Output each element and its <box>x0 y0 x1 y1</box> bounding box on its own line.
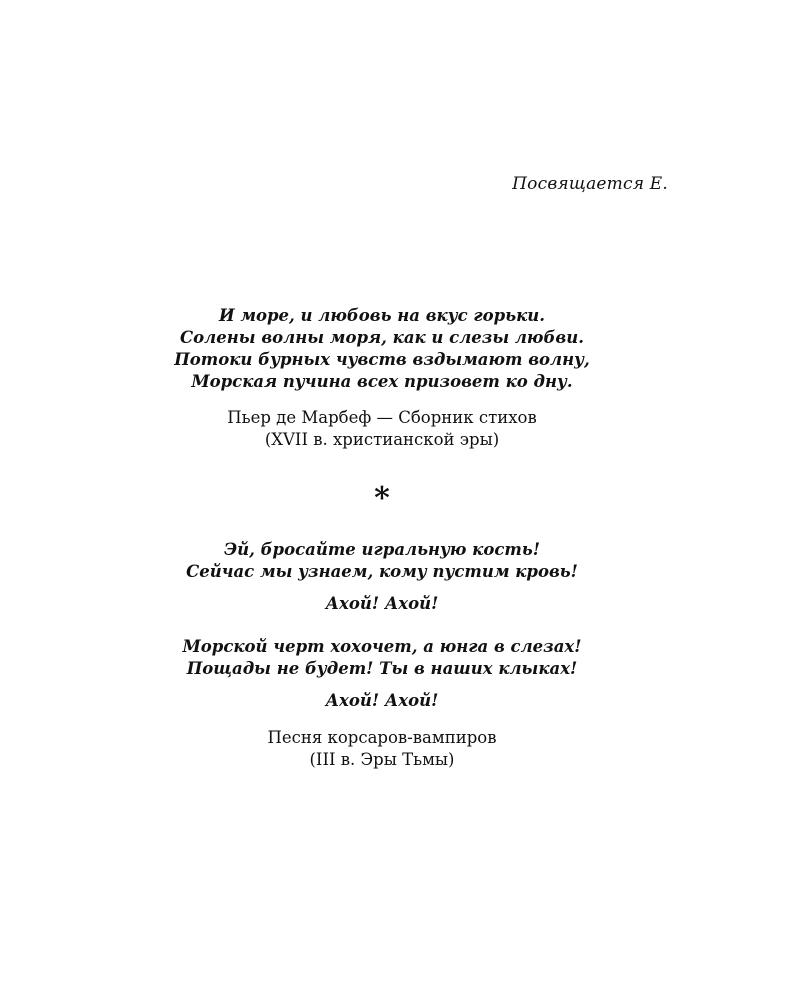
poem-line: Эй, бросайте игральную кость! <box>224 540 540 559</box>
attribution-line: (XVII в. христианской эры) <box>264 430 500 449</box>
epigraph-1-attribution <box>0 407 764 451</box>
poem-line: Пощады не будет! Ты в наших клыках! <box>186 659 578 678</box>
epigraph-2-attribution <box>0 727 764 771</box>
refrain: Ахой! Ахой! <box>325 594 439 613</box>
epigraph-1-poem <box>0 305 764 393</box>
section-separator: * <box>374 481 390 516</box>
attribution-line: Пьер де Марбеф — Сборник стихов <box>227 408 537 427</box>
poem-line: Сейчас мы узнаем, кому пустим кровь! <box>186 562 578 581</box>
epigraph-2-stanza-2 <box>0 636 764 680</box>
attribution-line: Песня корсаров-вампиров <box>267 728 497 747</box>
poem-line: И море, и любовь на вкус горьки. <box>218 306 546 325</box>
dedication: Посвящается Е. <box>512 174 668 194</box>
poem-line: Потоки бурных чувств вздымают волну, <box>174 350 590 369</box>
refrain: Ахой! Ахой! <box>325 691 439 710</box>
poem-line: Солены волны моря, как и слезы любви. <box>180 328 584 347</box>
poem-line: Морская пучина всех призовет ко дну. <box>191 372 573 391</box>
epigraph-2-stanza-1 <box>0 539 764 583</box>
poem-line: Морской черт хохочет, а юнга в слезах! <box>182 637 582 656</box>
attribution-line: (III в. Эры Тьмы) <box>309 750 455 769</box>
